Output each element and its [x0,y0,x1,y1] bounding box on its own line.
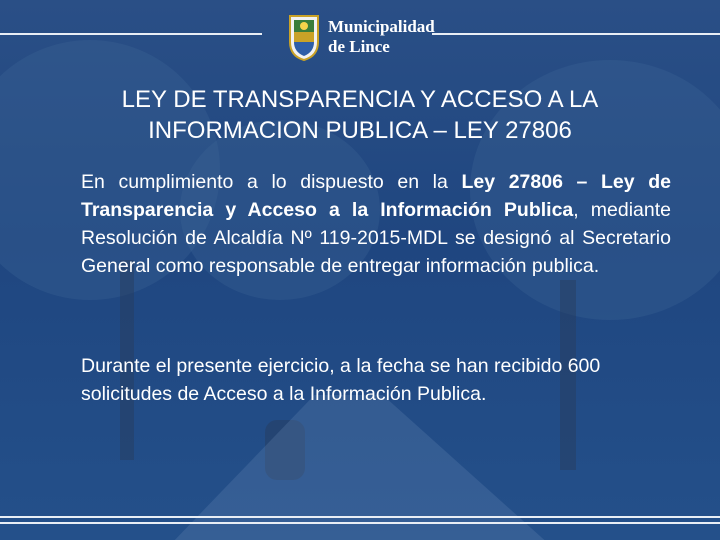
header-line-left [0,33,262,35]
title-line2: INFORMACION PUBLICA – LEY 27806 [148,117,572,144]
paragraph-law-designation [81,168,671,280]
logo-text [328,17,435,57]
title-line1: LEY DE TRANSPARENCIA Y ACCESO A LA [121,86,599,113]
bottom-line-2 [0,522,720,524]
bottom-line-1 [0,516,720,518]
logo-line1: Municipalidad [328,17,435,36]
logo-line2: de Lince [328,37,390,56]
paragraph1-law-name: Ley 27806 – Ley de Transparencia y Acceso a la Información Publica [81,171,671,221]
background-path [170,395,550,540]
shield-emblem-icon [286,12,322,62]
paragraph1-part2: , mediante Resolución de Alcaldía Nº 119-2015-MDL se designó al Secretario General como responsable de entregar información publica. [81,199,671,277]
page-title [40,84,680,146]
paragraph-requests: Durante el presente ejercicio, a la fecha se han recibido 600 solicitudes de Acceso a la Información Publica. [81,355,601,405]
paragraph1-part1: En cumplimiento a lo dispuesto en la [81,171,462,193]
header-line-right [432,33,720,35]
logo [286,12,435,62]
